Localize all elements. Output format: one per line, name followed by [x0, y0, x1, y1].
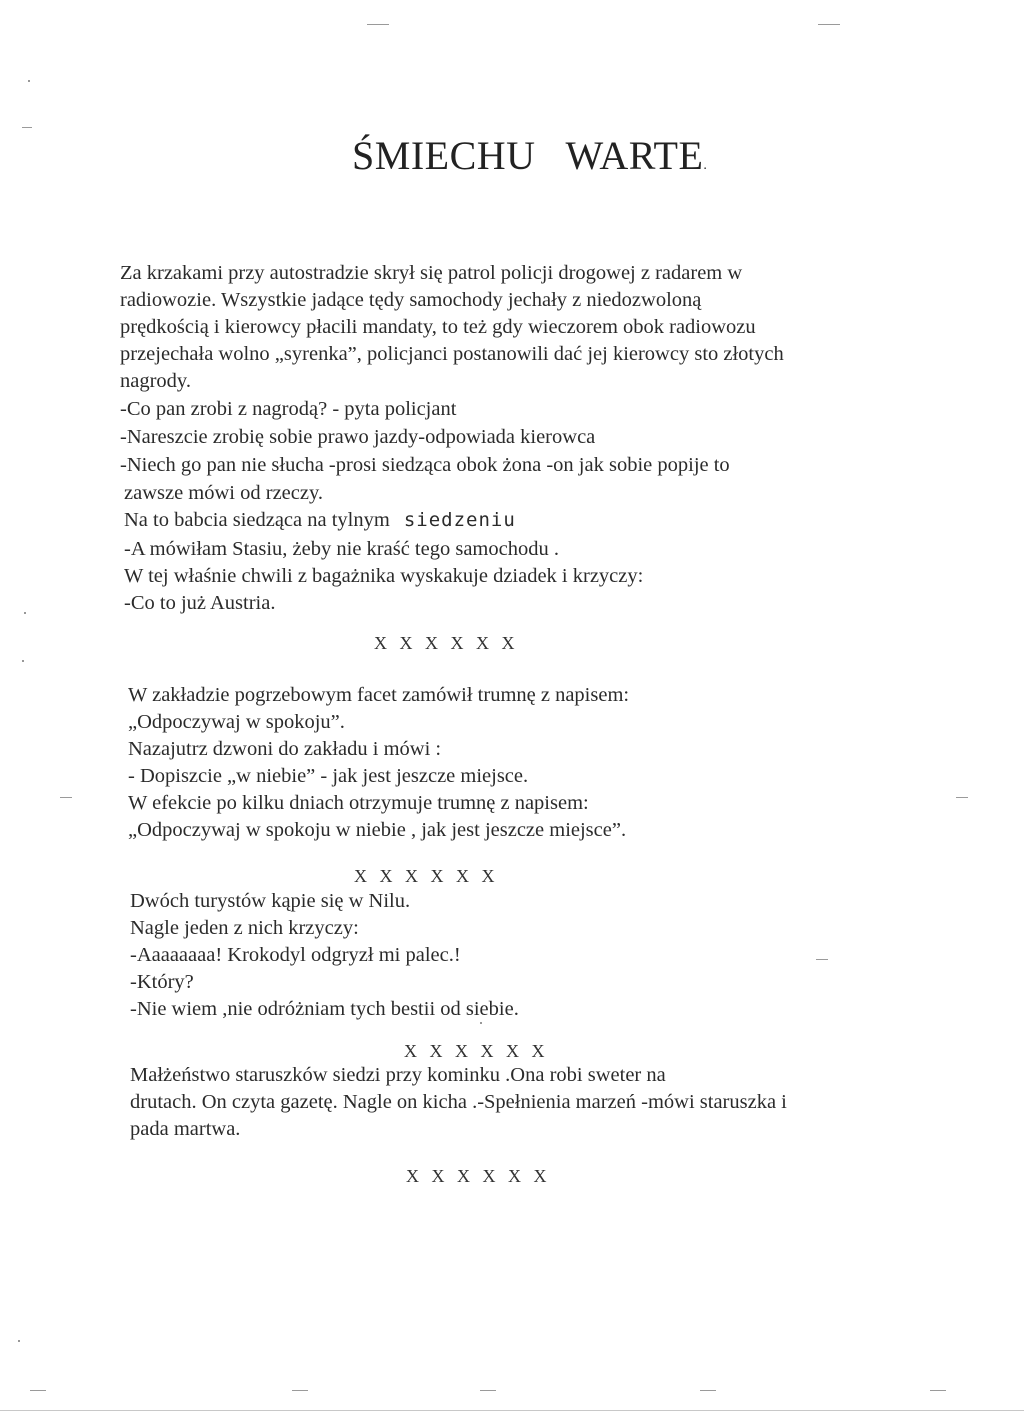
scan-artifact [24, 612, 26, 614]
text-line: „Odpoczywaj w spokoju”. [128, 711, 345, 733]
text-line: W zakładzie pogrzebowym facet zamówił trumnę z napisem: [128, 684, 630, 706]
text-line: -Niech go pan nie słucha -prosi siedząca obok żona -on jak sobie popije to [120, 454, 730, 476]
handwritten-word: siedzeniu [403, 509, 516, 531]
separator: X X X X X X [374, 633, 519, 653]
scan-artifact [367, 24, 389, 25]
scan-artifact [480, 1390, 496, 1391]
title-word-2: WARTE [565, 133, 704, 178]
scan-artifact [28, 80, 30, 82]
scan-artifact [816, 959, 828, 960]
text-line: prędkością i kierowcy płacili mandaty, to też gdy wieczorem obok radiowozu [120, 316, 756, 338]
text-line: drutach. On czyta gazetę. Nagle on kicha .-Spełnienia marzeń -mówi staruszka i [130, 1091, 787, 1113]
separator: X X X X X X [404, 1041, 549, 1061]
text-line: nagrody. [120, 370, 191, 392]
text-line: W tej właśnie chwili z bagażnika wyskakuje dziadek i krzyczy: [124, 565, 644, 587]
scan-artifact [700, 1390, 716, 1391]
text-line: „Odpoczywaj w spokoju w niebie , jak jest jeszcze miejsce”. [128, 819, 627, 841]
text-line: -Co pan zrobi z nagrodą? - pyta policjant [120, 398, 457, 420]
title-word-1: ŚMIECHU [352, 133, 536, 178]
separator: X X X X X X [406, 1166, 551, 1186]
scan-artifact [22, 660, 24, 662]
scan-artifact [292, 1390, 308, 1391]
text-line: -Nie wiem ,nie odróżniam tych bestii od siebie. [130, 998, 519, 1020]
page-title [352, 132, 707, 179]
text-line: W efekcie po kilku dniach otrzymuje trumnę z napisem: [128, 792, 589, 814]
text-line: - Dopiszcie „w niebie” - jak jest jeszcze miejsce. [128, 765, 529, 787]
text-line: Nagle jeden z nich krzyczy: [130, 917, 359, 939]
text-line: -Który? [130, 971, 194, 993]
scan-artifact [818, 24, 840, 25]
text-line: pada martwa. [130, 1118, 241, 1140]
scan-artifact [956, 797, 968, 798]
scan-artifact [22, 127, 32, 128]
grandma-line: Na to babcia siedząca na tylnym [124, 509, 390, 531]
title-trailing-mark: . [703, 158, 708, 173]
text-line [124, 507, 516, 534]
text-line: Małżeństwo staruszków siedzi przy kominku .Ona robi sweter na [130, 1064, 666, 1086]
text-line: Za krzakami przy autostradzie skrył się patrol policji drogowej z radarem w [120, 262, 743, 284]
scan-artifact [60, 797, 72, 798]
text-line: radiowozie. Wszystkie jadące tędy samochody jechały z niedozwoloną [120, 289, 702, 311]
scan-artifact [30, 1390, 46, 1391]
text-line: -Nareszcie zrobię sobie prawo jazdy-odpowiada kierowca [120, 426, 596, 448]
text-line: -Co to już Austria. [124, 592, 276, 614]
text-line: Nazajutrz dzwoni do zakładu i mówi : [128, 738, 442, 760]
text-line: zawsze mówi od rzeczy. [124, 482, 324, 504]
text-line: Dwóch turystów kąpie się w Nilu. [130, 890, 411, 912]
scan-artifact [18, 1340, 20, 1342]
text-line: -Aaaaaaaa! Krokodyl odgryzł mi palec.! [130, 944, 461, 966]
scan-edge [0, 1410, 1024, 1411]
text-line: przejechała wolno „syrenka”, policjanci postanowili dać jej kierowcy sto złotych [120, 343, 784, 365]
separator: X X X X X X [354, 866, 499, 886]
text-line: -A mówiłam Stasiu, żeby nie kraść tego samochodu . [124, 538, 559, 560]
scan-artifact [930, 1390, 946, 1391]
